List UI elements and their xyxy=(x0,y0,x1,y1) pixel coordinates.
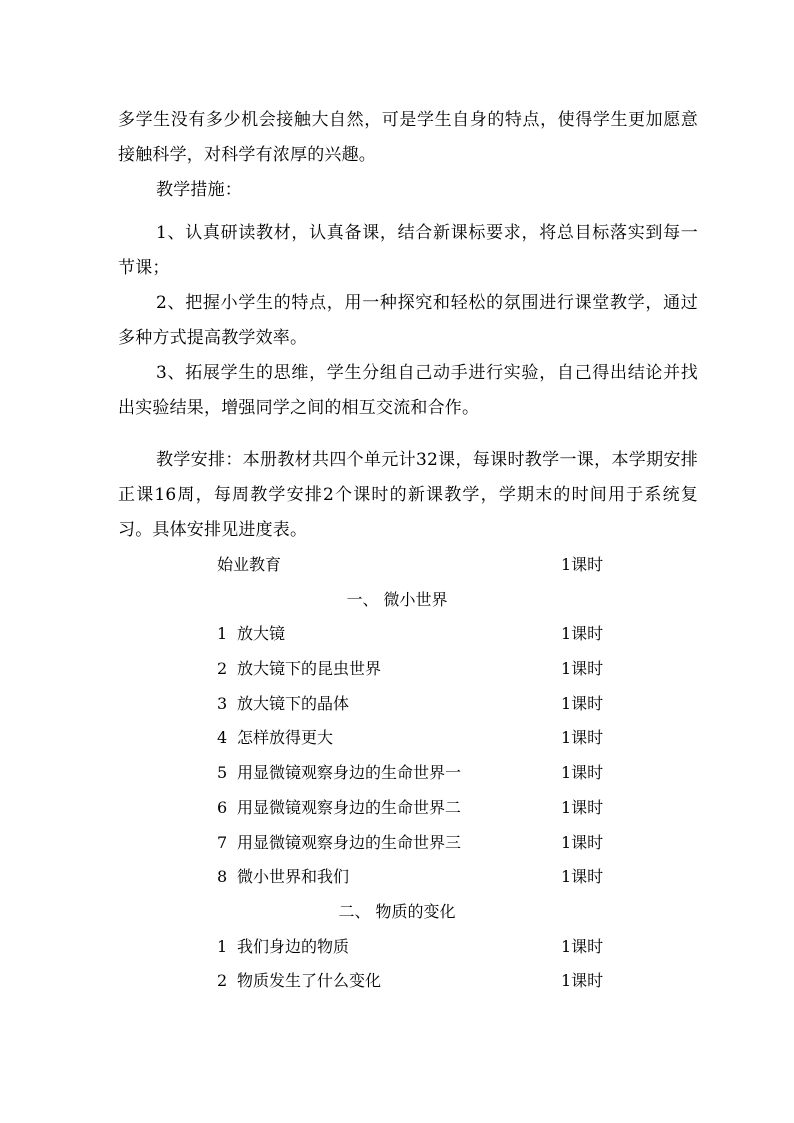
schedule-row xyxy=(0,791,794,826)
lesson-hours: 1课时 xyxy=(561,693,604,713)
schedule-row-intro xyxy=(0,548,794,583)
schedule-row xyxy=(0,930,794,965)
lesson-number: 8 xyxy=(217,867,228,887)
heading-teaching-measures: 教学措施： xyxy=(156,180,242,200)
lesson-number: 7 xyxy=(217,832,228,852)
lesson-number: 1 xyxy=(217,624,228,644)
lesson-number: 4 xyxy=(217,728,228,748)
measure-item-2: 2、把握小学生的特点，用一种探究和轻松的氛围进行课堂教学，通过多种方式提高教学效率。 xyxy=(118,293,698,348)
lesson-number: 2 xyxy=(217,659,228,679)
lesson-title: 放大镜 xyxy=(237,624,286,644)
lesson-number: 5 xyxy=(217,763,228,783)
lesson-number: 6 xyxy=(217,797,228,817)
schedule-row xyxy=(0,860,794,895)
lesson-hours: 1课时 xyxy=(561,728,604,748)
paragraph-teaching-schedule: 教学安排：本册教材共四个单元计32课，每课时教学一课，本学期安排正课16周，每周教学安排2个课时的新课教学，学期末的时间用于系统复习。具体安排见进度表。 xyxy=(118,450,698,540)
schedule-row xyxy=(0,617,794,652)
schedule-row xyxy=(0,826,794,861)
lesson-title: 用显微镜观察身边的生命世界一 xyxy=(237,763,462,783)
lesson-hours: 1课时 xyxy=(561,763,604,783)
lesson-title: 微小世界和我们 xyxy=(237,867,350,887)
lesson-hours: 1课时 xyxy=(561,936,604,956)
lesson-hours: 1课时 xyxy=(561,555,604,574)
unit-title: 二、 物质的变化 xyxy=(338,901,456,921)
schedule-row xyxy=(0,687,794,722)
lesson-title: 放大镜下的昆虫世界 xyxy=(237,659,382,679)
lesson-title: 我们身边的物质 xyxy=(237,936,350,956)
unit-heading-1 xyxy=(0,583,794,618)
schedule-row xyxy=(0,721,794,756)
lesson-hours: 1课时 xyxy=(561,659,604,679)
schedule-row xyxy=(0,652,794,687)
lesson-number: 2 xyxy=(217,971,228,991)
measure-item-1: 1、认真研读教材，认真备课，结合新课标要求，将总目标落实到每一节课； xyxy=(118,223,698,278)
lesson-number: 3 xyxy=(217,693,228,713)
lesson-title: 放大镜下的晶体 xyxy=(237,693,350,713)
schedule-row xyxy=(0,756,794,791)
measure-item-3: 3、拓展学生的思维，学生分组自己动手进行实验，自己得出结论并找出实验结果，增强同学之间的相互交流和合作。 xyxy=(118,363,698,418)
lesson-title: 用显微镜观察身边的生命世界二 xyxy=(237,797,462,817)
lesson-hours: 1课时 xyxy=(561,832,604,852)
schedule-table xyxy=(0,548,794,999)
lesson-hours: 1课时 xyxy=(561,797,604,817)
lesson-hours: 1课时 xyxy=(561,624,604,644)
lesson-number: 1 xyxy=(217,936,228,956)
lesson-hours: 1课时 xyxy=(561,867,604,887)
paragraph-student-interest: 多学生没有多少机会接触大自然，可是学生自身的特点，使得学生更加愿意接触科学，对科学有浓厚的兴趣。 xyxy=(118,110,698,165)
unit-title: 一、 微小世界 xyxy=(346,589,448,609)
lesson-title: 始业教育 xyxy=(217,555,282,574)
lesson-title: 用显微镜观察身边的生命世界三 xyxy=(237,832,462,852)
lesson-title: 物质发生了什么变化 xyxy=(237,971,382,991)
unit-heading-2 xyxy=(0,895,794,930)
lesson-hours: 1课时 xyxy=(561,971,604,991)
lesson-title: 怎样放得更大 xyxy=(237,728,334,748)
schedule-row xyxy=(0,964,794,999)
